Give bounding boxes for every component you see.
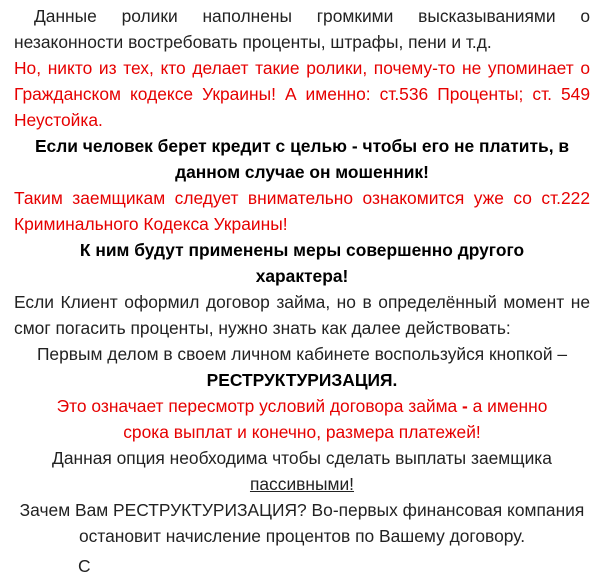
paragraph-option-purpose: [14, 445, 590, 497]
restructuring-dash: -: [462, 396, 468, 416]
paragraph-measures: К ним будут применены меры совершенно другого характера!: [79, 240, 525, 286]
option-purpose-text: Данная опция необходима чтобы сделать выплаты заемщика: [52, 448, 552, 468]
article-body: [14, 3, 590, 549]
paragraph-civil-code: Но, никто из тех, кто делает такие ролики, почему-то не упоминает о Гражданском кодексе Украины! А именно: ст.536 Проценты; ст. 549 Неустойка.: [14, 58, 590, 130]
paragraph-client-loan: Если Клиент оформил договор займа, но в определённый момент не смог погасить проценты, нужно знать как далее действовать:: [14, 292, 590, 338]
paragraph-criminal-code: Таким заемщикам следует внимательно ознакомится уже со ст.222 Криминального Кодекса Украины!: [14, 188, 590, 234]
restructuring-meaning-part2: а именно срока выплат и конечно, размера платежей!: [123, 396, 548, 442]
paragraph-first-step: [14, 341, 590, 393]
paragraph-fraud-warning: Если человек берет кредит с целью - чтобы его не платить, в данном случае он мошенник!: [34, 136, 570, 182]
paragraph-why-restructuring: Зачем Вам РЕСТРУКТУРИЗАЦИЯ? Во-первых финансовая компания остановит начисление процентов по Вашему договору.: [19, 500, 585, 546]
cut-off-letter: С: [78, 556, 91, 576]
restructuring-keyword: РЕСТРУКТУРИЗАЦИЯ.: [206, 370, 398, 390]
restructuring-meaning-part1: Это означает пересмотр условий договора займа: [56, 396, 463, 416]
paragraph-restructuring-meaning: [14, 393, 590, 445]
cut-off-next-line: [78, 556, 91, 577]
passive-underlined: пассивными!: [249, 474, 355, 494]
first-step-text: Первым делом в своем личном кабинете воспользуйся кнопкой –: [36, 344, 568, 364]
paragraph-videos-claims: Данные ролики наполнены громкими высказываниями о незаконности востребовать проценты, штрафы, пени и т.д.: [14, 6, 590, 52]
